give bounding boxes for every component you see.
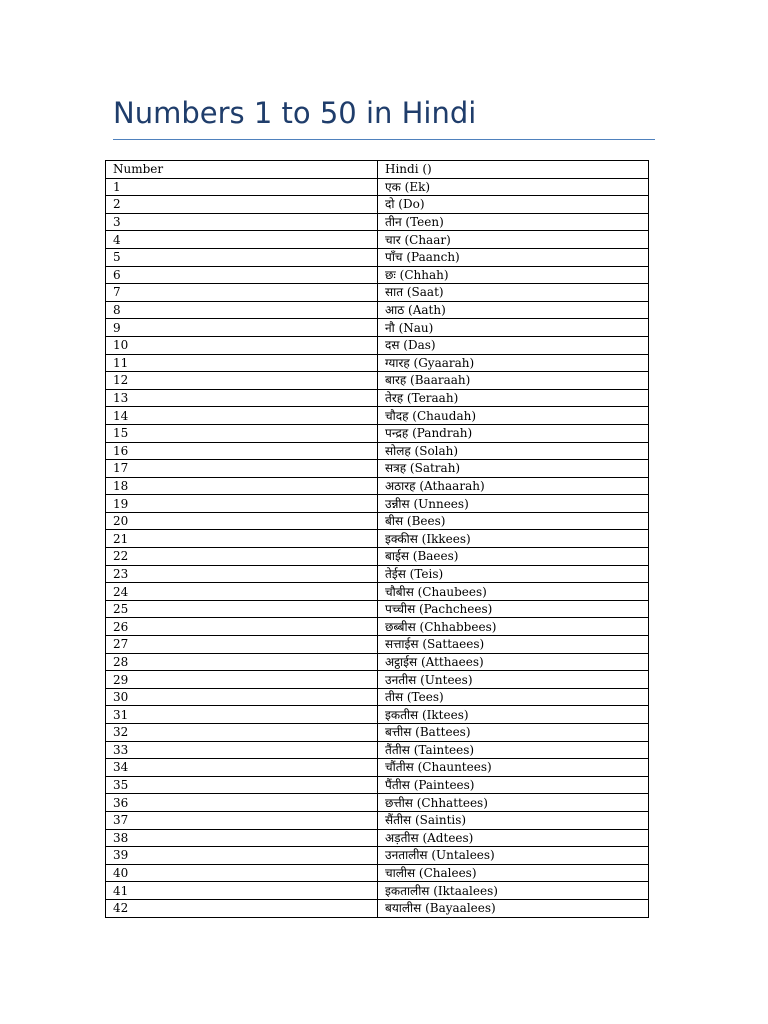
table-row (106, 882, 649, 900)
cell-hindi: दस (Das) (378, 336, 649, 354)
cell-hindi: पन्द्रह (Pandrah) (378, 424, 649, 442)
table-row (106, 336, 649, 354)
table-row (106, 864, 649, 882)
table-row (106, 266, 649, 284)
cell-hindi: इकतीस (Iktees) (378, 706, 649, 724)
cell-number: 18 (106, 477, 378, 495)
cell-hindi: नौ (Nau) (378, 319, 649, 337)
table-row (106, 284, 649, 302)
table-row (106, 600, 649, 618)
cell-hindi: एक (Ek) (378, 178, 649, 196)
cell-number: 6 (106, 266, 378, 284)
cell-hindi: सत्ताईस (Sattaees) (378, 636, 649, 654)
cell-number: 1 (106, 178, 378, 196)
cell-number: 39 (106, 847, 378, 865)
table-row (106, 178, 649, 196)
cell-number: 32 (106, 724, 378, 742)
cell-hindi: सैंतीस (Saintis) (378, 811, 649, 829)
table-row (106, 688, 649, 706)
title-underline (113, 139, 655, 140)
cell-hindi: दो (Do) (378, 196, 649, 214)
header-hindi: Hindi () (378, 161, 649, 179)
cell-number: 42 (106, 899, 378, 917)
cell-number: 24 (106, 583, 378, 601)
table-row (106, 724, 649, 742)
table-row (106, 424, 649, 442)
table-row (106, 248, 649, 266)
table-row (106, 477, 649, 495)
table-row (106, 811, 649, 829)
table-row (106, 741, 649, 759)
cell-hindi: बाईस (Baees) (378, 548, 649, 566)
table-row (106, 442, 649, 460)
cell-hindi: पाँच (Paanch) (378, 248, 649, 266)
cell-number: 21 (106, 530, 378, 548)
cell-hindi: तैंतीस (Taintees) (378, 741, 649, 759)
cell-number: 15 (106, 424, 378, 442)
cell-number: 27 (106, 636, 378, 654)
cell-hindi: सोलह (Solah) (378, 442, 649, 460)
cell-number: 26 (106, 618, 378, 636)
cell-hindi: तेईस (Teis) (378, 565, 649, 583)
cell-hindi: बयालीस (Bayaalees) (378, 899, 649, 917)
cell-hindi: उन्नीस (Unnees) (378, 495, 649, 513)
cell-number: 10 (106, 336, 378, 354)
cell-number: 16 (106, 442, 378, 460)
cell-hindi: आठ (Aath) (378, 301, 649, 319)
cell-number: 4 (106, 231, 378, 249)
cell-number: 5 (106, 248, 378, 266)
header-number: Number (106, 161, 378, 179)
table-row (106, 847, 649, 865)
cell-hindi: पच्चीस (Pachchees) (378, 600, 649, 618)
table-row (106, 530, 649, 548)
table-body (106, 161, 649, 918)
cell-number: 31 (106, 706, 378, 724)
table-row (106, 565, 649, 583)
table-header-row (106, 161, 649, 179)
cell-number: 8 (106, 301, 378, 319)
cell-number: 41 (106, 882, 378, 900)
cell-hindi: पैंतीस (Paintees) (378, 776, 649, 794)
cell-number: 13 (106, 389, 378, 407)
table-row (106, 671, 649, 689)
cell-hindi: अठारह (Athaarah) (378, 477, 649, 495)
table-row (106, 776, 649, 794)
cell-hindi: तेरह (Teraah) (378, 389, 649, 407)
cell-number: 23 (106, 565, 378, 583)
cell-number: 19 (106, 495, 378, 513)
cell-number: 12 (106, 372, 378, 390)
table-row (106, 231, 649, 249)
cell-hindi: छः (Chhah) (378, 266, 649, 284)
cell-number: 9 (106, 319, 378, 337)
cell-number: 34 (106, 759, 378, 777)
cell-number: 11 (106, 354, 378, 372)
cell-number: 35 (106, 776, 378, 794)
cell-hindi: बारह (Baaraah) (378, 372, 649, 390)
table-row (106, 372, 649, 390)
table-row (106, 899, 649, 917)
cell-number: 28 (106, 653, 378, 671)
cell-hindi: छब्बीस (Chhabbees) (378, 618, 649, 636)
table-row (106, 829, 649, 847)
cell-hindi: चौदह (Chaudah) (378, 407, 649, 425)
cell-number: 40 (106, 864, 378, 882)
cell-number: 30 (106, 688, 378, 706)
cell-hindi: अट्ठाईस (Atthaees) (378, 653, 649, 671)
cell-number: 20 (106, 512, 378, 530)
cell-hindi: सत्रह (Satrah) (378, 460, 649, 478)
table-row (106, 389, 649, 407)
table-row (106, 618, 649, 636)
table-row (106, 196, 649, 214)
cell-hindi: इक्कीस (Ikkees) (378, 530, 649, 548)
cell-hindi: अड़तीस (Adtees) (378, 829, 649, 847)
cell-hindi: तीन (Teen) (378, 213, 649, 231)
table-row (106, 794, 649, 812)
cell-number: 37 (106, 811, 378, 829)
cell-number: 25 (106, 600, 378, 618)
cell-hindi: सात (Saat) (378, 284, 649, 302)
cell-hindi: चालीस (Chalees) (378, 864, 649, 882)
cell-number: 17 (106, 460, 378, 478)
cell-hindi: बत्तीस (Battees) (378, 724, 649, 742)
cell-hindi: बीस (Bees) (378, 512, 649, 530)
cell-number: 36 (106, 794, 378, 812)
table-row (106, 301, 649, 319)
table-row (106, 460, 649, 478)
table-row (106, 213, 649, 231)
cell-number: 22 (106, 548, 378, 566)
cell-number: 3 (106, 213, 378, 231)
cell-hindi: चौबीस (Chaubees) (378, 583, 649, 601)
cell-hindi: उनतालीस (Untalees) (378, 847, 649, 865)
cell-hindi: ग्यारह (Gyaarah) (378, 354, 649, 372)
cell-number: 14 (106, 407, 378, 425)
page-title: Numbers 1 to 50 in Hindi (113, 96, 477, 130)
table-row (106, 495, 649, 513)
cell-hindi: चार (Chaar) (378, 231, 649, 249)
cell-hindi: चौंतीस (Chauntees) (378, 759, 649, 777)
cell-hindi: उनतीस (Untees) (378, 671, 649, 689)
cell-number: 7 (106, 284, 378, 302)
table-row (106, 407, 649, 425)
cell-number: 33 (106, 741, 378, 759)
cell-number: 38 (106, 829, 378, 847)
numbers-table (105, 160, 649, 918)
table-row (106, 548, 649, 566)
cell-hindi: छत्तीस (Chhattees) (378, 794, 649, 812)
table-row (106, 653, 649, 671)
table-row (106, 706, 649, 724)
cell-number: 29 (106, 671, 378, 689)
cell-number: 2 (106, 196, 378, 214)
table-row (106, 583, 649, 601)
table-row (106, 759, 649, 777)
cell-hindi: इकतालीस (Iktaalees) (378, 882, 649, 900)
table-row (106, 319, 649, 337)
table-row (106, 636, 649, 654)
table-row (106, 354, 649, 372)
cell-hindi: तीस (Tees) (378, 688, 649, 706)
table-row (106, 512, 649, 530)
